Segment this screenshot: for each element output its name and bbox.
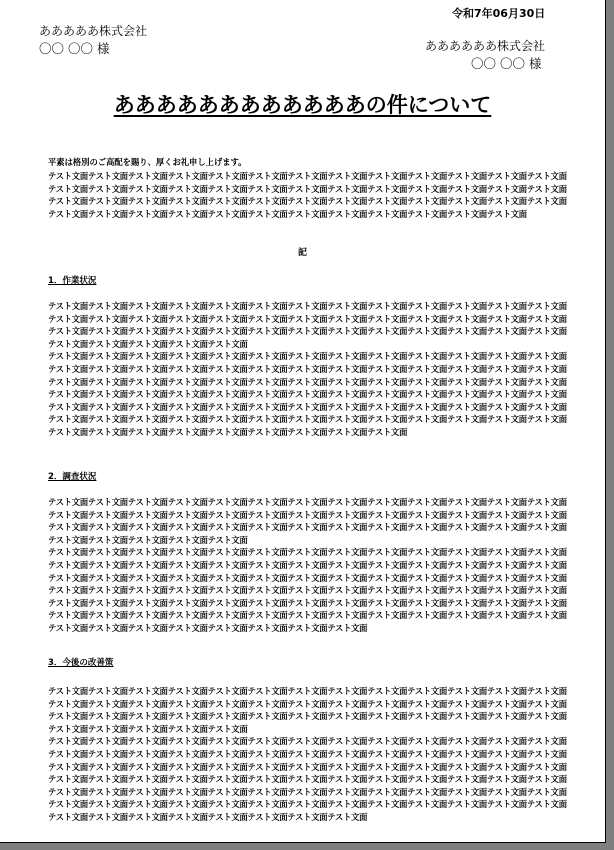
section-2-paragraph-2: テスト文面テスト文面テスト文面テスト文面テスト文面テスト文面テスト文面テスト文面テスト文面テスト文面テスト文面テスト文面テスト文面テスト文面テスト文面テスト文面テスト文面テスト文面テスト文面テスト文面テスト文面テスト文面テスト文面テスト文面テスト文面テスト文面テスト文面テスト文面テスト文面テスト文面テスト文面テスト文面テスト文面テスト文面テスト文面テスト文面テスト文面テスト文面テスト文面テスト文面テスト文面テスト文面テスト文面テスト文面テスト文面テスト文面テスト文面テスト文面テスト文面テスト文面テスト文面テスト文面テスト文面テスト文面テスト文面テスト文面テスト文面テスト文面テスト文面テスト文面テスト文面テスト文面テスト文面テスト文面テスト文面テスト文面テスト文面テスト文面テスト文面テスト文面テスト文面テスト文面テスト文面テスト文面テスト文面テスト文面テスト文面テスト文面テスト文面テスト文面テスト文面テスト文面テスト文面テスト文面テスト文面テスト文面 [48,547,567,633]
section-heading-1: 1．作業状況 [48,276,97,286]
section-body-1 [48,300,572,439]
recipient-company: あああああ株式会社 [39,24,148,38]
section-heading-2: 2．調査状況 [48,472,97,482]
recipient-name: 〇〇 〇〇 様 [39,41,110,56]
section-3-paragraph-2: テスト文面テスト文面テスト文面テスト文面テスト文面テスト文面テスト文面テスト文面テスト文面テスト文面テスト文面テスト文面テスト文面テスト文面テスト文面テスト文面テスト文面テスト文面テスト文面テスト文面テスト文面テスト文面テスト文面テスト文面テスト文面テスト文面テスト文面テスト文面テスト文面テスト文面テスト文面テスト文面テスト文面テスト文面テスト文面テスト文面テスト文面テスト文面テスト文面テスト文面テスト文面テスト文面テスト文面テスト文面テスト文面テスト文面テスト文面テスト文面テスト文面テスト文面テスト文面テスト文面テスト文面テスト文面テスト文面テスト文面テスト文面テスト文面テスト文面テスト文面テスト文面テスト文面テスト文面テスト文面テスト文面テスト文面テスト文面テスト文面テスト文面テスト文面テスト文面テスト文面テスト文面テスト文面テスト文面テスト文面テスト文面テスト文面テスト文面テスト文面テスト文面テスト文面テスト文面テスト文面テスト文面テスト文面 [48,736,567,822]
section-heading-3: 3．今後の改善策 [48,658,114,668]
section-3-paragraph-1: テスト文面テスト文面テスト文面テスト文面テスト文面テスト文面テスト文面テスト文面テスト文面テスト文面テスト文面テスト文面テスト文面テスト文面テスト文面テスト文面テスト文面テスト文面テスト文面テスト文面テスト文面テスト文面テスト文面テスト文面テスト文面テスト文面テスト文面テスト文面テスト文面テスト文面テスト文面テスト文面テスト文面テスト文面テスト文面テスト文面テスト文面テスト文面テスト文面テスト文面テスト文面テスト文面テスト文面テスト文面 [48,686,567,734]
intro-paragraph: テスト文面テスト文面テスト文面テスト文面テスト文面テスト文面テスト文面テスト文面テスト文面テスト文面テスト文面テスト文面テスト文面テスト文面テスト文面テスト文面テスト文面テスト文面テスト文面テスト文面テスト文面テスト文面テスト文面テスト文面テスト文面テスト文面テスト文面テスト文面テスト文面テスト文面テスト文面テスト文面テスト文面テスト文面テスト文面テスト文面テスト文面テスト文面テスト文面テスト文面テスト文面テスト文面テスト文面テスト文面テスト文面テスト文面テスト文面テスト文面テスト文面テスト文面テスト文面 [48,171,567,219]
section-2-paragraph-1: テスト文面テスト文面テスト文面テスト文面テスト文面テスト文面テスト文面テスト文面テスト文面テスト文面テスト文面テスト文面テスト文面テスト文面テスト文面テスト文面テスト文面テスト文面テスト文面テスト文面テスト文面テスト文面テスト文面テスト文面テスト文面テスト文面テスト文面テスト文面テスト文面テスト文面テスト文面テスト文面テスト文面テスト文面テスト文面テスト文面テスト文面テスト文面テスト文面テスト文面テスト文面テスト文面テスト文面テスト文面 [48,497,567,545]
document-title: ああああああああああああの件について [113,93,492,117]
page-shadow-bottom [6,843,614,850]
section-body-2 [48,496,572,635]
section-1-paragraph-1: テスト文面テスト文面テスト文面テスト文面テスト文面テスト文面テスト文面テスト文面テスト文面テスト文面テスト文面テスト文面テスト文面テスト文面テスト文面テスト文面テスト文面テスト文面テスト文面テスト文面テスト文面テスト文面テスト文面テスト文面テスト文面テスト文面テスト文面テスト文面テスト文面テスト文面テスト文面テスト文面テスト文面テスト文面テスト文面テスト文面テスト文面テスト文面テスト文面テスト文面テスト文面テスト文面テスト文面テスト文面 [48,301,567,349]
sender-block [425,37,545,73]
ki-mark: 記 [297,248,307,258]
document-date: 令和7年06月30日 [452,7,546,20]
sender-name: 〇〇 〇〇 様 [471,56,542,71]
section-body-3 [48,685,572,824]
sender-company: ああああああ株式会社 [425,39,546,53]
recipient-block [39,22,147,58]
greeting-line: 平素は格別のご高配を賜り、厚くお礼申し上げます。 [48,157,247,167]
section-1-paragraph-2: テスト文面テスト文面テスト文面テスト文面テスト文面テスト文面テスト文面テスト文面テスト文面テスト文面テスト文面テスト文面テスト文面テスト文面テスト文面テスト文面テスト文面テスト文面テスト文面テスト文面テスト文面テスト文面テスト文面テスト文面テスト文面テスト文面テスト文面テスト文面テスト文面テスト文面テスト文面テスト文面テスト文面テスト文面テスト文面テスト文面テスト文面テスト文面テスト文面テスト文面テスト文面テスト文面テスト文面テスト文面テスト文面テスト文面テスト文面テスト文面テスト文面テスト文面テスト文面テスト文面テスト文面テスト文面テスト文面テスト文面テスト文面テスト文面テスト文面テスト文面テスト文面テスト文面テスト文面テスト文面テスト文面テスト文面テスト文面テスト文面テスト文面テスト文面テスト文面テスト文面テスト文面テスト文面テスト文面テスト文面テスト文面テスト文面テスト文面テスト文面テスト文面テスト文面テスト文面テスト文面テスト文面テスト文面テスト文面 [48,351,567,437]
page-shadow-right [606,6,614,850]
document-title-wrap [0,89,605,119]
